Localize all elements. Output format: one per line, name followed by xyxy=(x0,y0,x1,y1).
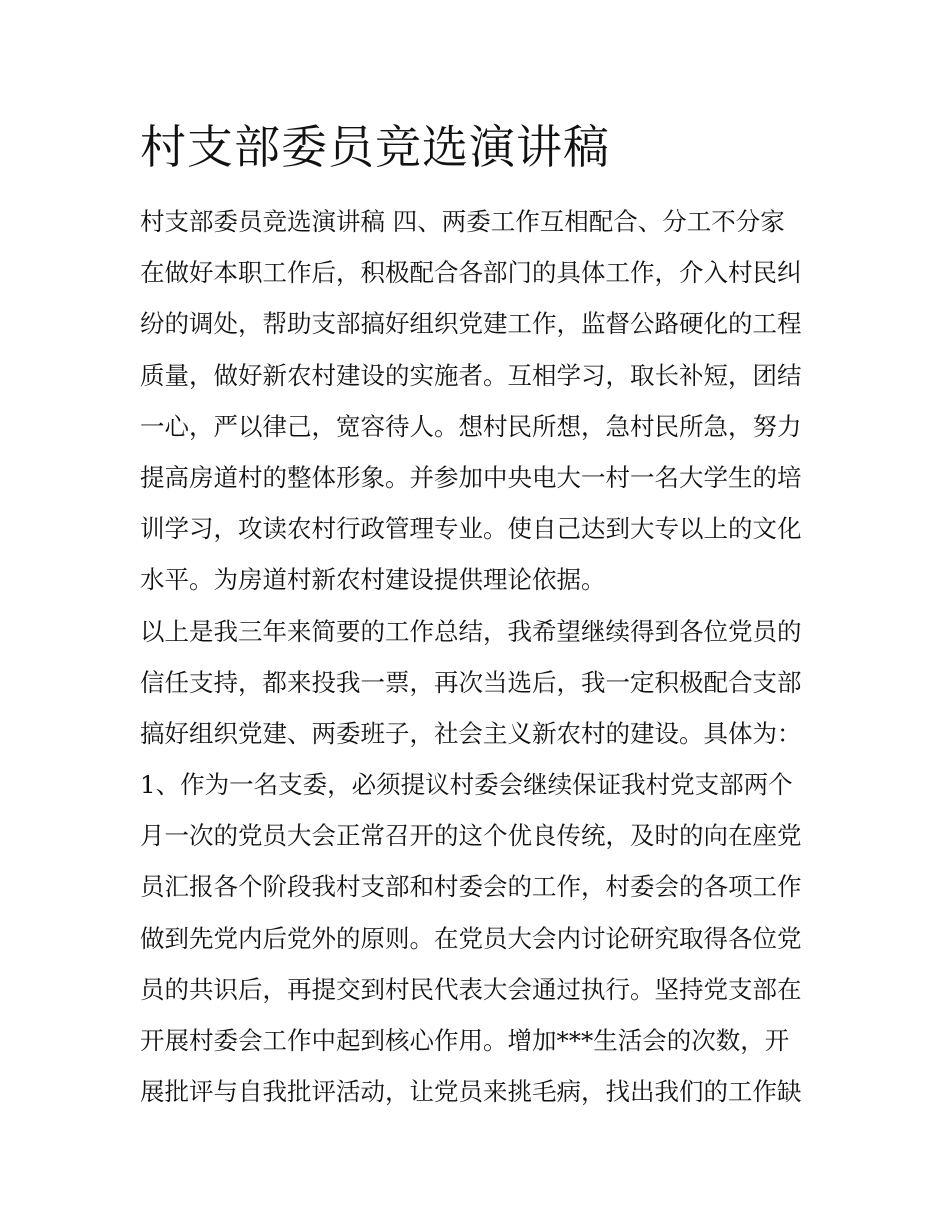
body-line: 以上是我三年来简要的工作总结，我希望继续得到各位党员的 xyxy=(140,616,802,646)
body-line: 村支部委员竞选演讲稿 四、两委工作互相配合、分工不分家 xyxy=(140,207,785,236)
body-line: 在做好本职工作后，积极配合各部门的具体工作，介入村民纠 xyxy=(140,258,802,288)
body-line: 1、作为一名支委，必须提议村委会继续保证我村党支部两个 xyxy=(140,770,793,800)
body-line: 做到先党内后党外的原则。在党员大会内讨论研究取得各位党 xyxy=(140,923,802,953)
body-line: 展批评与自我批评活动，让党员来挑毛病，找出我们的工作缺 xyxy=(140,1077,802,1107)
page-title: 村支部委员竞选演讲稿 xyxy=(140,120,610,174)
body-line: 水平。为房道村新农村建设提供理论依据。 xyxy=(140,565,606,595)
document-body xyxy=(140,196,820,1117)
body-line: 信任支持，都来投我一票，再次当选后，我一定积极配合支部 xyxy=(140,667,802,697)
body-line: 提高房道村的整体形象。并参加中央电大一村一名大学生的培 xyxy=(140,462,802,492)
body-line: 员的共识后，再提交到村民代表大会通过执行。坚持党支部在 xyxy=(140,974,802,1004)
body-line: 员汇报各个阶段我村支部和村委会的工作，村委会的各项工作 xyxy=(140,872,802,902)
body-line: 搞好组织党建、两委班子，社会主义新农村的建设。具体为： xyxy=(140,718,802,748)
body-line: 训学习，攻读农村行政管理专业。使自己达到大专以上的文化 xyxy=(140,514,802,544)
body-line: 质量，做好新农村建设的实施者。互相学习，取长补短，团结 xyxy=(140,360,802,390)
body-line: 纷的调处，帮助支部搞好组织党建工作，监督公路硬化的工程 xyxy=(140,309,802,339)
body-line: 一心，严以律己，宽容待人。想村民所想，急村民所急，努力 xyxy=(140,411,802,441)
body-line: 开展村委会工作中起到核心作用。增加***生活会的次数，开 xyxy=(140,1026,790,1055)
body-line: 月一次的党员大会正常召开的这个优良传统，及时的向在座党 xyxy=(140,821,802,851)
